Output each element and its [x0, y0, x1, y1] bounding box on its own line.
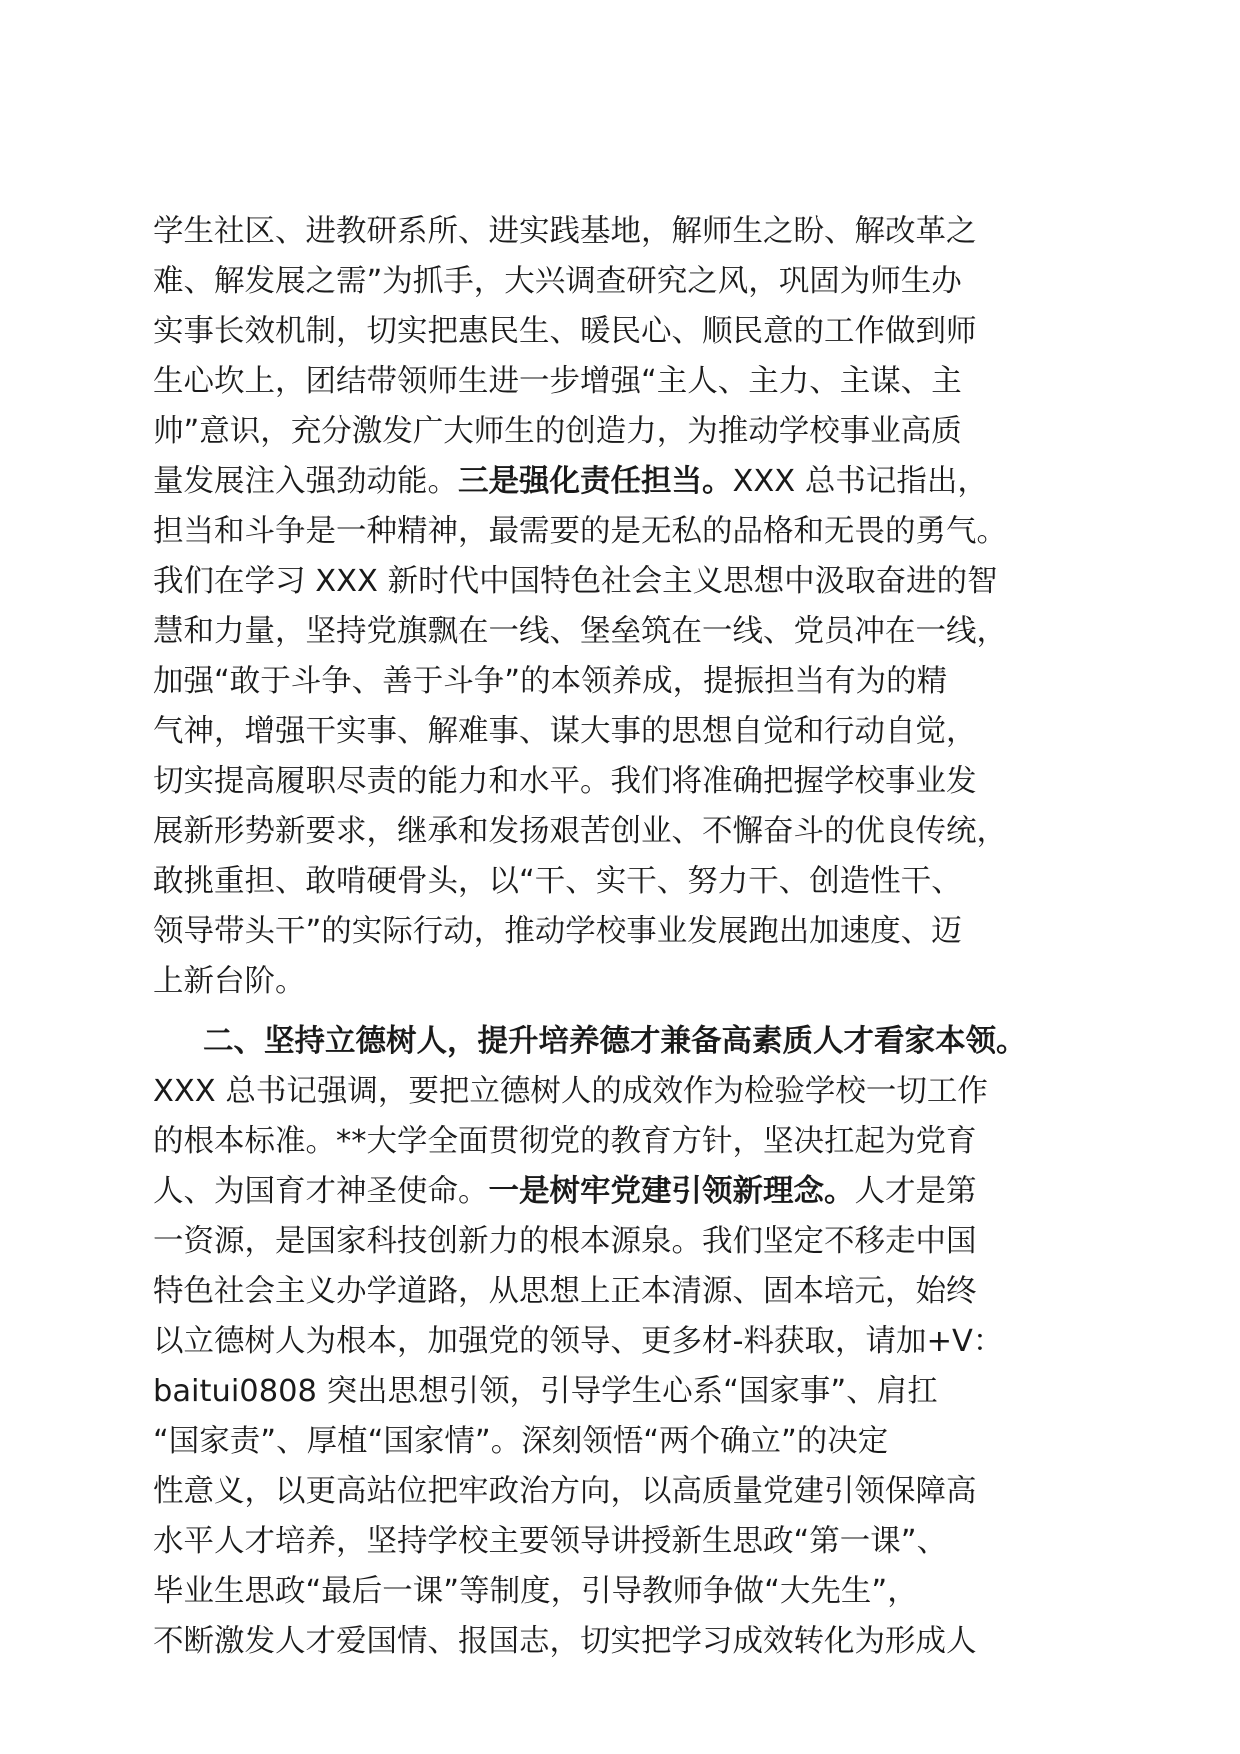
- text-span: 性意义，以更高站位把牢政治方向，以高质量党建引领保障高: [153, 1474, 977, 1509]
- text-span: 上新台阶。: [153, 964, 306, 999]
- text-span: baitui0808 突出思想引领，引导学生心系“国家事”、肩扛: [153, 1374, 938, 1409]
- text-line: [153, 1317, 1113, 1367]
- text-line: [153, 1467, 1113, 1517]
- text-span: 不断激发人才爱国情、报国志，切实把学习成效转化为形成人: [153, 1624, 977, 1659]
- text-span: 一资源，是国家科技创新力的根本源泉。我们坚定不移走中国: [153, 1224, 977, 1259]
- text-line: [153, 907, 1113, 957]
- text-span: 人、为国育才神圣使命。: [153, 1174, 489, 1209]
- text-span: 人才是第: [854, 1174, 977, 1209]
- text-line: [153, 1567, 1113, 1617]
- text-span: 难、解发展之需”为抓手，大兴调查研究之风，巩固为师生办: [153, 264, 962, 299]
- text-span: “国家责”、厚植“国家情”。深刻领悟“两个确立”的决定: [153, 1424, 889, 1459]
- text-line: [153, 1267, 1113, 1317]
- body-text: [153, 207, 1113, 1667]
- text-span: XXX 总书记强调，要把立德树人的成效作为检验学校一切工作: [153, 1074, 988, 1109]
- text-line: [153, 357, 1113, 407]
- text-span: 加强“敢于斗争、善于斗争”的本领养成，提振担当有为的精: [153, 664, 948, 699]
- text-span: 学生社区、进教研系所、进实践基地，解师生之盼、解改革之: [153, 214, 977, 249]
- text-line: [153, 407, 1113, 457]
- bold-heading: 三是强化责任担当。: [458, 464, 733, 499]
- text-span: 生心坎上，团结带领师生进一步增强“主人、主力、主谋、主: [153, 364, 962, 399]
- text-line: [153, 1067, 1113, 1117]
- text-line: [153, 807, 1113, 857]
- bold-heading: 二、坚持立德树人，提升培养德才兼备高素质人才看家本领。: [203, 1024, 1027, 1059]
- text-span: 担当和斗争是一种精神，最需要的是无私的品格和无畏的勇气。: [153, 514, 1007, 549]
- text-line: [153, 1417, 1113, 1467]
- text-line: [153, 1167, 1113, 1217]
- text-line: [153, 457, 1113, 507]
- text-line: [153, 1517, 1113, 1567]
- text-span: 慧和力量，坚持党旗飘在一线、堡垒筑在一线、党员冲在一线，: [153, 614, 1007, 649]
- text-line: [153, 257, 1113, 307]
- text-line: [153, 207, 1113, 257]
- text-span: 特色社会主义办学道路，从思想上正本清源、固本培元，始终: [153, 1274, 977, 1309]
- text-span: 切实提高履职尽责的能力和水平。我们将准确把握学校事业发: [153, 764, 977, 799]
- text-line: [153, 957, 1113, 1007]
- text-span: 展新形势新要求，继承和发扬艰苦创业、不懈奋斗的优良传统，: [153, 814, 1007, 849]
- text-line: [153, 757, 1113, 807]
- text-line: [153, 557, 1113, 607]
- text-line: [153, 507, 1113, 557]
- text-line: [153, 1117, 1113, 1167]
- text-span: 量发展注入强劲动能。: [153, 464, 458, 499]
- text-span: 领导带头干”的实际行动，推动学校事业发展跑出加速度、迈: [153, 914, 962, 949]
- text-span: 实事长效机制，切实把惠民生、暖民心、顺民意的工作做到师: [153, 314, 977, 349]
- text-line: [153, 1367, 1113, 1417]
- text-span: 水平人才培养，坚持学校主要领导讲授新生思政“第一课”、: [153, 1524, 948, 1559]
- text-span: 我们在学习 XXX 新时代中国特色社会主义思想中汲取奋进的智: [153, 564, 998, 599]
- text-span: 的根本标准。**大学全面贯彻党的教育方针，坚决扛起为党育: [153, 1124, 977, 1159]
- text-line: [153, 1217, 1113, 1267]
- text-line: [153, 607, 1113, 657]
- text-line: [153, 1617, 1113, 1667]
- text-line: [153, 657, 1113, 707]
- text-span: XXX 总书记指出，: [732, 464, 988, 499]
- text-span: 毕业生思政“最后一课”等制度，引导教师争做“大先生”，: [153, 1574, 918, 1609]
- text-span: 帅”意识，充分激发广大师生的创造力，为推动学校事业高质: [153, 414, 962, 449]
- text-line: [153, 307, 1113, 357]
- text-span: 敢挑重担、敢啃硬骨头，以“干、实干、努力干、创造性干、: [153, 864, 962, 899]
- text-span: 以立德树人为根本，加强党的领导、更多材-料获取，请加+V：: [153, 1324, 1004, 1359]
- bold-heading: 一是树牢党建引领新理念。: [488, 1174, 855, 1209]
- paragraph-gap: [153, 1007, 1113, 1017]
- text-span: 气神，增强干实事、解难事、谋大事的思想自觉和行动自觉，: [153, 714, 977, 749]
- section-heading: [153, 1017, 1113, 1067]
- text-line: [153, 857, 1113, 907]
- text-line: [153, 707, 1113, 757]
